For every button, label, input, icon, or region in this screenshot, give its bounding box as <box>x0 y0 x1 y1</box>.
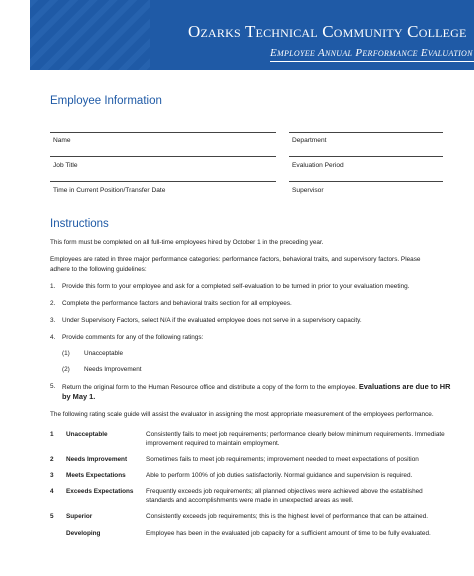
subtitle-underline <box>270 61 474 62</box>
item-number: 3. <box>50 317 56 324</box>
rating-scale-intro: The following rating scale guide will assist the evaluator in assigning the most appropriate measurement of the employees performance. <box>50 411 434 418</box>
time-in-position-label: Time in Current Position/Transfer Date <box>53 187 166 194</box>
rating-description: Sometimes fails to meet job requirements; improvement needed to meet expectations of position <box>146 456 419 463</box>
item-number: 2. <box>50 300 56 307</box>
rating-description <box>146 487 446 505</box>
instructions-paragraph-1: This form must be completed on all full-time employees hired by October 1 in the preceding year. <box>50 239 324 246</box>
item-5-line-1 <box>62 382 450 393</box>
rating-description-line-2: improvement required to maintain employment. <box>146 440 280 447</box>
name-label: Name <box>53 137 71 144</box>
item-text: Provide this form to your employee and ask for a completed self-evaluation to be turned in prior to your evaluation meeting. <box>62 283 410 290</box>
rating-name: Needs Improvement <box>66 456 128 463</box>
subitem-number: (1) <box>62 350 70 357</box>
rating-name: Unacceptable <box>66 431 108 438</box>
instructions-heading: Instructions <box>50 218 109 230</box>
evaluation-period-field[interactable] <box>289 156 443 157</box>
rating-number: 1 <box>50 431 54 438</box>
subitem-number: (2) <box>62 366 70 373</box>
rating-description-line-1: Frequently exceeds job requirements; all planned objectives were achieved above the established <box>146 488 423 495</box>
name-field[interactable] <box>50 132 276 133</box>
rating-number: 4 <box>50 488 54 495</box>
supervisor-field[interactable] <box>289 181 443 182</box>
item-text: Provide comments for any of the following ratings: <box>62 334 204 341</box>
job-title-label: Job Title <box>53 162 78 169</box>
rating-description: Employee has been in the evaluated job capacity for a sufficient amount of time to be fully evaluated. <box>146 530 431 537</box>
item-number: 1. <box>50 283 56 290</box>
rating-name: Developing <box>66 530 101 537</box>
document-header <box>30 0 474 70</box>
rating-description: Consistently exceeds job requirements; this is the highest level of performance that can be attained. <box>146 513 429 520</box>
job-title-field[interactable] <box>50 156 276 157</box>
rating-description-line-2: standards and accomplishments were made in unexpected areas as well. <box>146 497 354 504</box>
item-number: 4. <box>50 334 56 341</box>
department-field[interactable] <box>289 132 443 133</box>
rating-description: Able to perform 100% of job duties satisfactorily. Normal guidance and supervision is required. <box>146 472 413 479</box>
rating-description-line-1: Consistently fails to meet job requirements; performance clearly below minimum requirements. Immediate <box>146 431 445 438</box>
item-5-deadline: Evaluations are due to HR <box>358 382 451 391</box>
form-subtitle: Employee Annual Performance Evaluation <box>270 47 473 59</box>
item-number: 5. <box>50 383 56 390</box>
department-label: Department <box>292 137 327 144</box>
item-5-deadline-date: by May 1. <box>62 392 96 401</box>
rating-name: Exceeds Expectations <box>66 488 134 495</box>
employee-info-heading: Employee Information <box>50 95 162 107</box>
rating-name: Superior <box>66 513 93 520</box>
item-5-text: Return the original form to the Human Resource office and distribute a copy of the form to the employee. <box>62 384 358 391</box>
subitem-text: Needs Improvement <box>84 366 142 373</box>
item-text: Complete the performance factors and behavioral traits section for all employees. <box>62 300 292 307</box>
rating-description <box>146 430 446 448</box>
rating-number: 5 <box>50 513 54 520</box>
rating-number: 3 <box>50 472 54 479</box>
time-in-position-field[interactable] <box>50 181 276 182</box>
rating-number: 2 <box>50 456 54 463</box>
rating-name: Meets Expectations <box>66 472 126 479</box>
college-title: Ozarks Technical Community College <box>188 22 467 41</box>
subitem-text: Unacceptable <box>84 350 124 357</box>
supervisor-label: Supervisor <box>292 187 324 194</box>
item-text: Under Supervisory Factors, select N/A if the evaluated employee does not serve in a supervisory capacity. <box>62 317 362 324</box>
instructions-paragraph-2: Employees are rated in three major performance categories: performance factors, behavioral traits, and supervisory factors. Please adhere to the following guidelines: <box>50 256 421 273</box>
evaluation-period-label: Evaluation Period <box>292 162 344 169</box>
header-decoration <box>30 0 150 70</box>
